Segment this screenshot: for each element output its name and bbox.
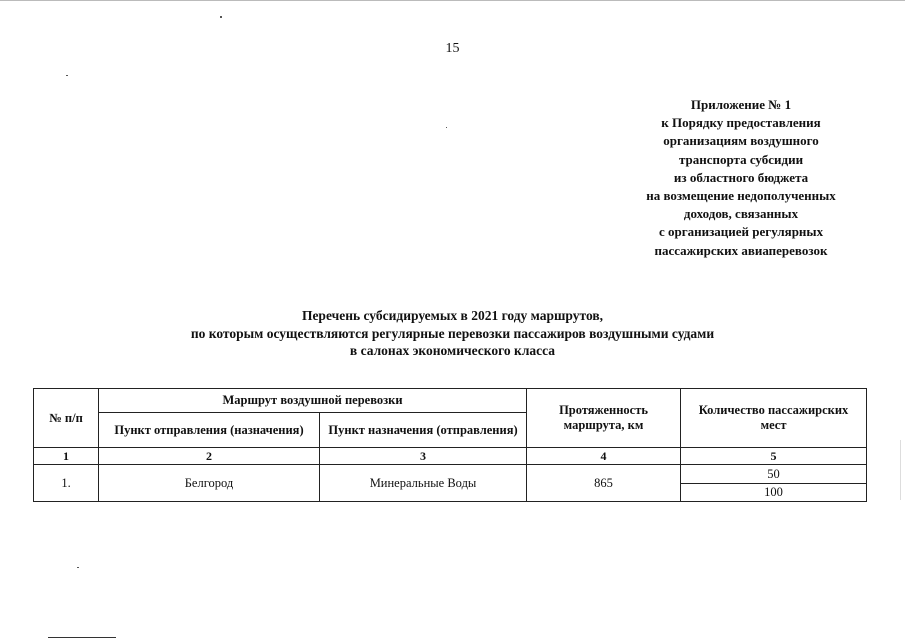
appendix-line: организациям воздушного (663, 133, 819, 149)
appendix-line: Приложение № 1 (690, 97, 792, 112)
table-row (34, 465, 867, 484)
header-num: № п/п (34, 389, 99, 448)
header-route-group: Маршрут воздушной перевозки (99, 389, 527, 413)
appendix-line: пассажирских авиаперевозок (654, 242, 828, 258)
appendix-line: из областного бюджета (673, 169, 809, 185)
appendix-line: доходов, связанных (683, 206, 799, 222)
column-number: 5 (681, 448, 867, 465)
column-number: 3 (320, 448, 527, 465)
column-number: 2 (99, 448, 320, 465)
scan-mark (66, 75, 68, 76)
header-seats: Количество пассажирских мест (681, 389, 867, 448)
scan-mark (446, 127, 447, 128)
column-number: 1 (34, 448, 99, 465)
header-destination: Пункт назначения (отправления) (320, 413, 527, 448)
title-line: в салонах экономического класса (349, 343, 556, 358)
appendix-line: на возмещение недополученных (646, 188, 836, 204)
scan-mark (220, 16, 222, 18)
scan-line-bottom (48, 637, 116, 638)
cell-seats: 50 (681, 465, 867, 484)
title-line: по которым осуществляются регулярные перевозки пассажиров воздушными судами (190, 325, 715, 341)
cell-length: 865 (527, 465, 681, 502)
column-number: 4 (527, 448, 681, 465)
cell-seats: 100 (681, 484, 867, 502)
routes-table (33, 388, 867, 502)
scan-mark (900, 440, 901, 500)
appendix-header (610, 96, 872, 260)
appendix-line: к Порядку предоставления (661, 115, 821, 131)
appendix-line: транспорта субсидии (678, 151, 804, 167)
column-number-row (34, 448, 867, 465)
document-title (0, 307, 905, 360)
cell-num: 1. (34, 465, 99, 502)
cell-departure: Белгород (99, 465, 320, 502)
scan-line-top (0, 0, 905, 1)
page-number: 15 (445, 41, 460, 56)
appendix-line: с организацией регулярных (658, 224, 824, 240)
cell-destination: Минеральные Воды (320, 465, 527, 502)
header-departure: Пункт отправления (назначения) (99, 413, 320, 448)
table-header-row (34, 389, 867, 413)
header-length: Протяженность маршрута, км (527, 389, 681, 448)
scan-mark (77, 567, 79, 568)
title-line: Перечень субсидируемых в 2021 году маршрутов, (301, 308, 604, 323)
